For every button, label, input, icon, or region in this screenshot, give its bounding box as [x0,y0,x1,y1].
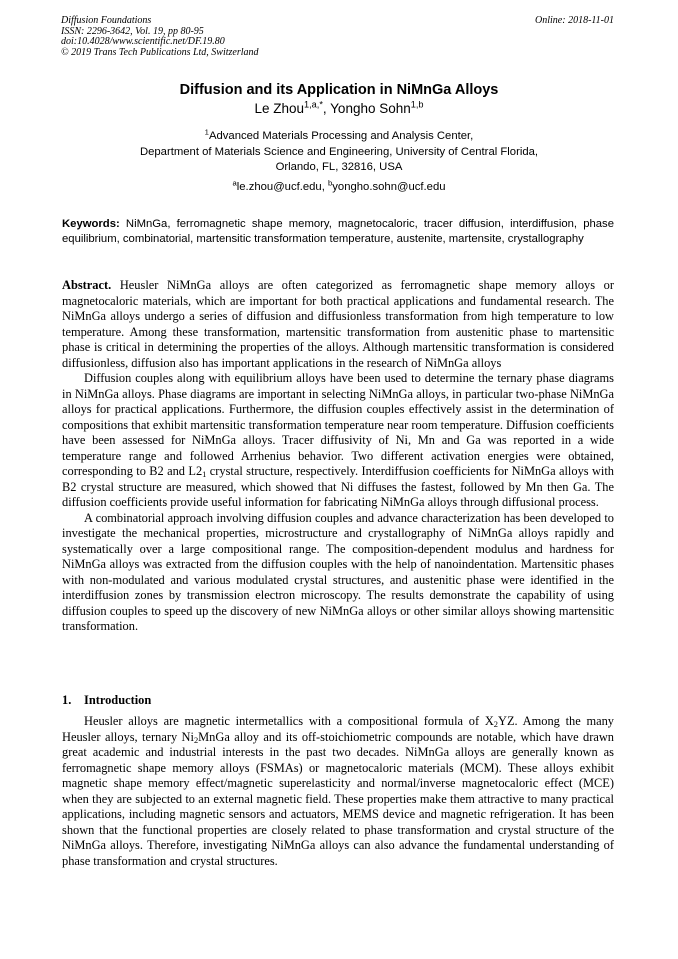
section-title: Introduction [84,693,152,707]
keywords-text: NiMnGa, ferromagnetic shape memory, magnetocaloric, tracer diffusion, interdiffusion, phase equilibrium, combinatorial, martensitic transformation temperature, austenite, martensite, crystallography [62,218,614,245]
copyright-line: © 2019 Trans Tech Publications Ltd, Switzerland [61,46,259,58]
paper-title: Diffusion and its Application in NiMnGa Alloys [179,82,499,98]
abstract-paragraph-2: Diffusion couples along with equilibrium alloys have been used to determine the ternary phase diagrams in NiMnGa alloys. Phase diagrams are important in selecting NiMnGa alloys, in particular two-phase NiMnGa alloys for practical applications. Furthermore, the diffusion couples effectively assist in the determination of compositions that exhibit martensitic transformation temperature near room temperature. Diffusion coefficients have been assessed for NiMnGa alloys. Tracer diffusivity of Ni, Mn and Ga was reported in a wide temperature range and followed Arrhenius behavior. Two different activation energies were obtained, corresponding to B2 and $L2_1$ crystal structure, respectively. Interdiffusion coefficients for NiMnGa alloys with B2 crystal structure are measured, which showed that Ni diffuses the fastest, followed by Mn then Ga. The diffusion coefficients provide useful information for fabricating NiMnGa alloys through diffusional process. [62,371,614,509]
journal-header [61,16,391,58]
section-heading-introduction [62,693,151,709]
journal-name: Diffusion Foundations [61,15,152,26]
abstract-paragraph-1: Abstract. Heusler NiMnGa alloys are often categorized as ferromagnetic shape memory alloys or magnetocaloric materials, which are important for both practical applications and fundamental research. The NiMnGa alloys undergo a series of diffusion and diffusionless transformation from high temperature to low temperature. Among these transformation, martensitic transformation from austenitic phase to martensitic phase is critical in determining the properties of the alloys. Although martensitic transformation is considered diffusionless, diffusion also has important applications in the research of NiMnGa alloys [62,278,614,370]
author-1-affiliation: 1,a,* [304,99,323,110]
email-b[interactable]: yongho.sohn@ucf.edu [332,181,446,193]
affiliation [0,129,678,176]
author-line: Le Zhou$^{1,a,*}$, Yongho Sohn$^{1,b}$ [254,99,424,116]
author-1: Le Zhou [254,101,305,116]
affiliation-line-1: $^1$Advanced Materials Processing and Analysis Center, [204,127,474,142]
keywords-label: Keywords: [62,218,120,230]
abstract-paragraph-3: A combinatorial approach involving diffusion couples and advance characterization has been developed to investigate the mechanical properties, microstructure and crystallography of NiMnGa alloys rapidly and systematically over a large compositional range. The composition-dependent modulus and hardness for NiMnGa alloys was extracted from the diffusion couples with the help of nanoindentation. Martensitic phases with non-modulated and various modulated crystal structures, and austenitic phase were identified in the interdiffusion zones by transmission electron microscopy. The results demonstrate the capability of using diffusion couples to speed up the discovery of new NiMnGa alloys or other similar alloys showing martensitic transformation. [62,510,614,633]
issn-line: ISSN: 2296-3642, Vol. 19, pp 80-95 [61,25,204,37]
corresponding-mark: * [319,99,323,110]
affiliation-line-3: Orlando, FL, 32816, USA [275,161,403,173]
email-a[interactable]: le.zhou@ucf.edu [236,181,322,193]
abstract [62,278,614,635]
online-date: Online: 2018-11-01 [535,15,614,26]
author-emails: $^a$le.zhou@ucf.edu, $^b$yongho.sohn@ucf.edu [232,178,446,193]
abstract-label: Abstract. [62,278,112,292]
author-2-affiliation: 1,b [410,99,424,110]
introduction-paragraph-1: Heusler alloys are magnetic intermetallics with a compositional formula of $X_2YZ$. Among the many Heusler alloys, ternary $Ni_2MnGa$ alloy and its off-stoichiometric compounds are notable, which have drawn great academic and industrial interests in the past two decades. NiMnGa alloys are generally known as ferromagnetic shape memory alloys (FSMAs) or magnetocaloric materials (MCM). These alloys exhibit magnetic shape memory effect/magnetic superelasticity and normal/inverse magnetocaloric effect (MCE) when they are subjected to an external magnetic field. These properties make them attractive to many practical applications, including magnetic sensors and actuators, MEMS device and magnetic refrigeration. It has been shown that the functional properties are closely related to phase transformation and crystal structure of the NiMnGa alloys. Therefore, investigating NiMnGa alloys can also advance the fundamental understanding of phase transformation and crystal structures. [62,714,615,868]
keywords [62,217,614,246]
doi-line: doi:10.4028/www.scientific.net/DF.19.80 [61,36,225,48]
author-2: Yongho Sohn [330,101,411,116]
introduction-body [62,714,614,869]
affiliation-line-2: Department of Materials Science and Engineering, University of Central Florida, [139,145,539,158]
section-number: 1. [62,693,72,707]
